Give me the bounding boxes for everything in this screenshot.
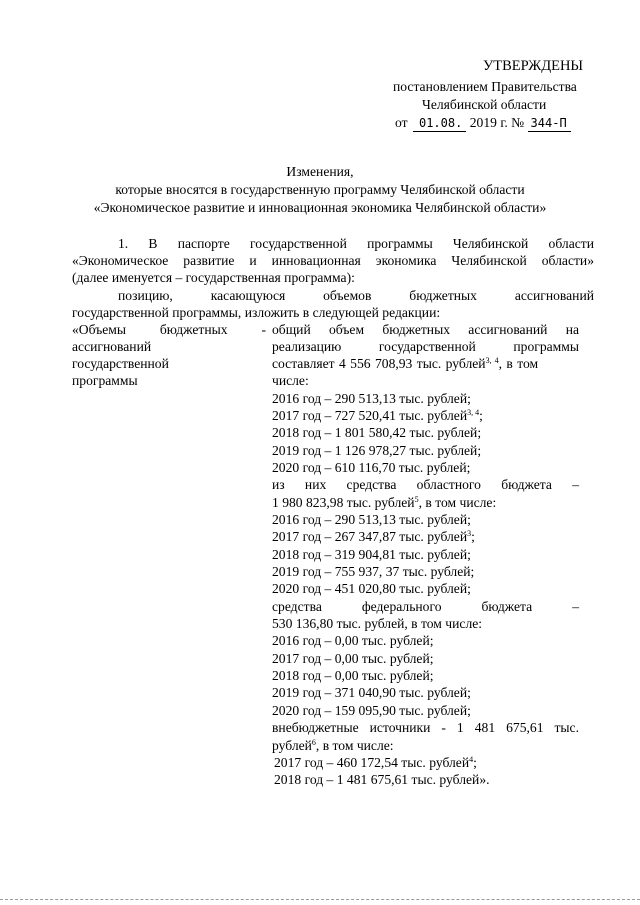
heading-line2: «Экономическое развитие и инновационная экономика Челябинской области» xyxy=(93,200,547,215)
approval-line2: Челябинской области xyxy=(422,97,547,112)
left-line4: программы xyxy=(72,373,138,388)
total-line3-text: составляет 4 556 708,93 тыс. рублей xyxy=(272,356,486,371)
intro-line2: «Экономическое развитие и инновационная экономика Челябинской области» xyxy=(72,253,594,268)
total-2016: 2016 год – 290 513,13 тыс. рублей; xyxy=(272,391,471,406)
regional-2016: 2016 год – 290 513,13 тыс. рублей; xyxy=(272,512,471,527)
total-line3 xyxy=(272,356,538,372)
left-line3: государственной xyxy=(72,356,169,371)
federal-2020: 2020 год – 159 095,90 тыс. рублей; xyxy=(272,703,471,718)
total-2020: 2020 год – 610 116,70 тыс. рублей; xyxy=(272,460,471,475)
approval-year: 2019 г. № xyxy=(469,115,525,130)
total-line3-tail: , в том xyxy=(498,356,539,371)
extra-2018: 2018 год – 1 481 675,61 тыс. рублей». xyxy=(274,772,490,787)
total-footnote-ref: 3, 4 xyxy=(485,356,499,365)
heading-line1: которые вносятся в государственную программу Челябинской области xyxy=(115,182,525,197)
total-line4: числе: xyxy=(272,373,309,388)
federal-2018: 2018 год – 0,00 тыс. рублей; xyxy=(272,668,434,683)
extra-2017 xyxy=(274,755,477,771)
regional-2017-tail: ; xyxy=(471,529,475,544)
intro-line4: позицию, касающуюся объемов бюджетных ассигнований xyxy=(118,288,594,303)
extra-2017-text: 2017 год – 460 172,54 тыс. рублей xyxy=(274,755,470,770)
extra-footnote-ref: 6 xyxy=(311,738,316,747)
total-2018: 2018 год – 1 801 580,42 тыс. рублей; xyxy=(272,425,482,440)
total-line2: реализацию государственной программы xyxy=(272,339,579,354)
extra-line2-text: рублей xyxy=(272,738,312,753)
approval-line1: постановлением Правительства xyxy=(393,79,577,94)
extra-line1: внебюджетные источники - 1 481 675,61 тыс. xyxy=(272,720,579,735)
left-line2: ассигнований xyxy=(72,339,152,354)
federal-line2: 530 136,80 тыс. рублей, в том числе: xyxy=(272,616,483,631)
regional-2019: 2019 год – 755 937, 37 тыс. рублей; xyxy=(272,564,475,579)
approval-date-line xyxy=(395,115,571,132)
total-2017 xyxy=(272,408,483,424)
regional-2018: 2018 год – 319 904,81 тыс. рублей; xyxy=(272,547,471,562)
extra-line2-tail: , в том числе: xyxy=(315,738,394,753)
intro-line1: 1. В паспорте государственной программы Челябинской области xyxy=(118,236,594,251)
total-2019: 2019 год – 1 126 978,27 тыс. рублей; xyxy=(272,443,482,458)
total-2017-text: 2017 год – 727 520,41 тыс. рублей xyxy=(272,408,468,423)
extra-line2 xyxy=(272,738,394,754)
regional-2017-footnote-ref: 3 xyxy=(467,529,472,538)
left-line1: «Объемы бюджетных - xyxy=(72,322,266,337)
regional-footnote-ref: 5 xyxy=(414,495,419,504)
federal-line1: средства федерального бюджета – xyxy=(272,599,579,614)
regional-line2-text: 1 980 823,98 тыс. рублей xyxy=(272,495,415,510)
total-2017-tail: ; xyxy=(479,408,483,423)
regional-2017 xyxy=(272,529,475,545)
regional-2020: 2020 год – 451 020,80 тыс. рублей; xyxy=(272,581,471,596)
regional-2017-text: 2017 год – 267 347,87 тыс. рублей xyxy=(272,529,468,544)
page-bottom-edge xyxy=(0,899,640,900)
federal-2017: 2017 год – 0,00 тыс. рублей; xyxy=(272,651,434,666)
regional-line2 xyxy=(272,495,496,511)
federal-2016: 2016 год – 0,00 тыс. рублей; xyxy=(272,633,434,648)
intro-line5: государственной программы, изложить в следующей редакции: xyxy=(72,305,441,320)
extra-2017-footnote-ref: 4 xyxy=(469,755,474,764)
federal-2019: 2019 год – 371 040,90 тыс. рублей; xyxy=(272,685,471,700)
total-2017-footnote-ref: 3, 4 xyxy=(467,408,480,417)
approval-date: 01.08. xyxy=(418,116,463,130)
intro-line3: (далее именуется – государственная программа): xyxy=(72,270,355,285)
extra-2017-tail: ; xyxy=(473,755,477,770)
regional-line1: из них средства областного бюджета – xyxy=(272,477,579,492)
approval-number: 344-П xyxy=(530,116,567,130)
total-line1: общий объем бюджетных ассигнований на xyxy=(272,322,579,337)
approval-date-prefix: от xyxy=(395,115,408,130)
approval-title: УТВЕРЖДЕНЫ xyxy=(483,58,584,74)
regional-line2-tail: , в том числе: xyxy=(418,495,497,510)
heading-title: Изменения, xyxy=(286,164,354,179)
